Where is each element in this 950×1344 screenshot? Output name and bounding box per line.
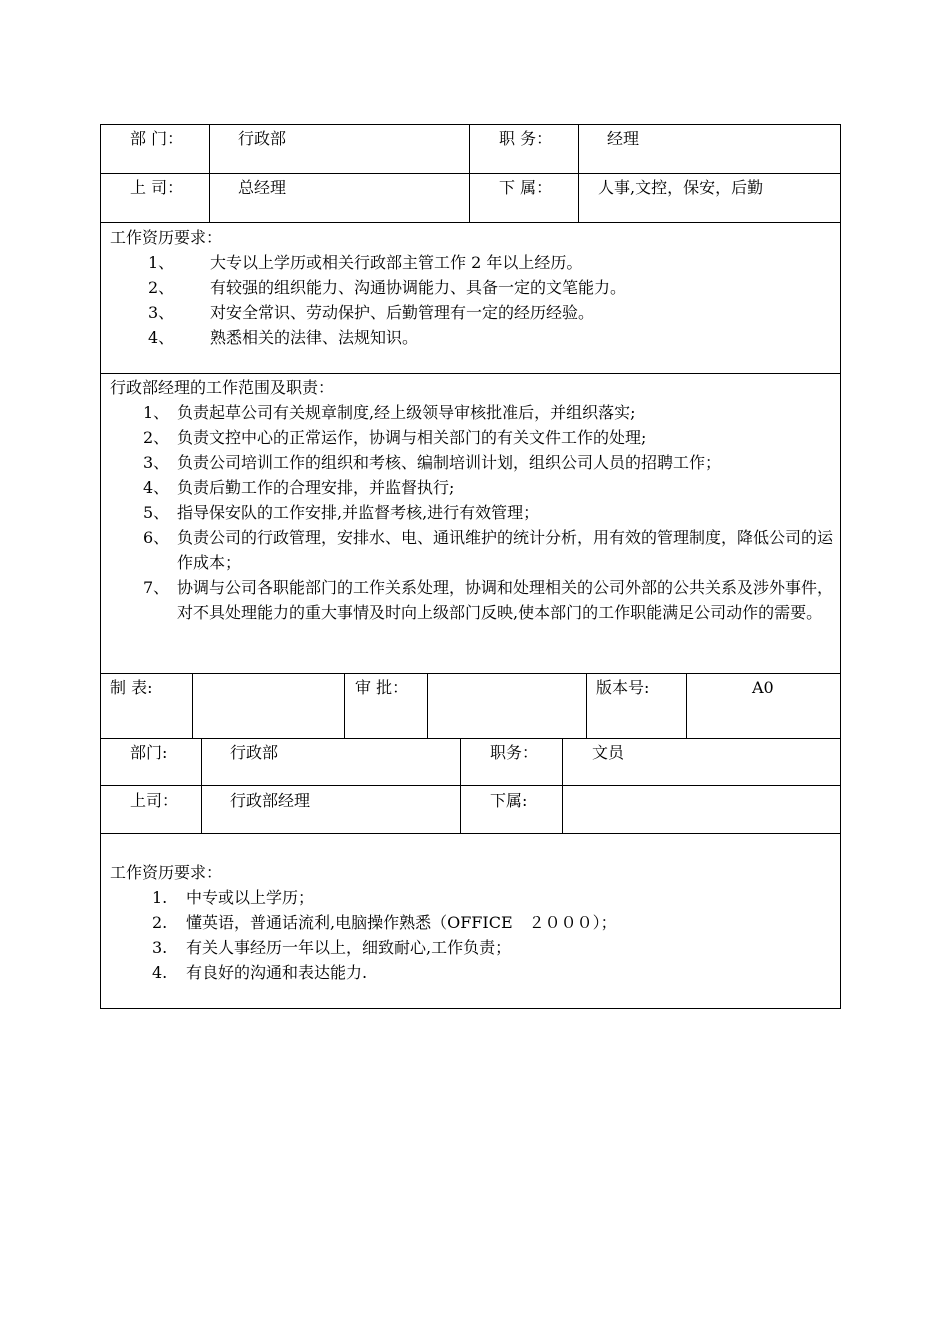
item-number: 1、 bbox=[143, 403, 170, 422]
item-text: 懂英语，普通话流利,电脑操作熟悉（OFFICE ２０００）； bbox=[186, 913, 617, 932]
row-divider bbox=[100, 173, 841, 174]
item-text: 负责公司培训工作的组织和考核、编制培训计划，组织公司人员的招聘工作； bbox=[177, 453, 722, 472]
col-divider bbox=[209, 124, 210, 223]
col-divider bbox=[578, 124, 579, 223]
item-text: 有良好的沟通和表达能力. bbox=[186, 963, 368, 982]
list-item bbox=[152, 960, 832, 985]
col-divider bbox=[344, 673, 345, 738]
subordinate-value: 人事,文控，保安，后勤 bbox=[598, 178, 764, 197]
superior-value: 行政部经理 bbox=[230, 791, 311, 810]
duties-title: 行政部经理的工作范围及职责： bbox=[110, 378, 335, 397]
col-divider bbox=[586, 673, 587, 738]
row-divider bbox=[100, 738, 841, 739]
item-number: 2. bbox=[152, 913, 168, 932]
item-number: 1. bbox=[152, 888, 168, 907]
list-item bbox=[148, 250, 828, 275]
superior-label: 上司： bbox=[130, 791, 179, 810]
item-number: 1、 bbox=[148, 253, 175, 272]
list-item bbox=[152, 935, 832, 960]
list-item bbox=[143, 575, 833, 625]
position-value: 经理 bbox=[607, 129, 640, 148]
dept-label: 部门: bbox=[130, 743, 168, 762]
col-divider bbox=[192, 673, 193, 738]
superior-value: 总经理 bbox=[238, 178, 287, 197]
item-number: 3、 bbox=[143, 453, 170, 472]
list-item bbox=[148, 275, 828, 300]
item-text: 负责文控中心的正常运作，协调与相关部门的有关文件工作的处理; bbox=[177, 428, 647, 447]
item-number: 5、 bbox=[143, 503, 170, 522]
approve-label: 审 批： bbox=[355, 678, 409, 697]
made-by-label: 制 表: bbox=[110, 678, 153, 697]
list-item bbox=[148, 325, 828, 350]
requirements-title: 工作资历要求： bbox=[110, 863, 223, 882]
row-divider bbox=[100, 673, 841, 674]
list-item bbox=[143, 525, 833, 575]
item-text: 负责后勤工作的合理安排，并监督执行; bbox=[177, 478, 455, 497]
item-text: 有关人事经历一年以上，细致耐心,工作负责； bbox=[186, 938, 512, 957]
table-bottom-border bbox=[100, 1008, 841, 1009]
requirements-list bbox=[148, 250, 828, 350]
col-divider bbox=[427, 673, 428, 738]
item-text: 大专以上学历或相关行政部主管工作 2 年以上经历。 bbox=[210, 253, 583, 272]
position-label: 职务： bbox=[490, 743, 539, 762]
item-number: 3、 bbox=[148, 303, 175, 322]
item-text: 中专或以上学历； bbox=[186, 888, 315, 907]
item-number: 2、 bbox=[148, 278, 175, 297]
item-text: 有较强的组织能力、沟通协调能力、具备一定的文笔能力。 bbox=[210, 278, 627, 297]
row-divider bbox=[100, 785, 841, 786]
item-text: 对安全常识、劳动保护、后勤管理有一定的经历经验。 bbox=[210, 303, 595, 322]
row-divider bbox=[100, 373, 841, 374]
list-item bbox=[143, 475, 833, 500]
item-number: 2、 bbox=[143, 428, 170, 447]
col-divider bbox=[686, 673, 687, 738]
list-item bbox=[143, 500, 833, 525]
row-divider bbox=[100, 833, 841, 834]
list-item bbox=[143, 400, 833, 425]
dept-value: 行政部 bbox=[238, 129, 287, 148]
item-number: 4、 bbox=[143, 478, 170, 497]
subordinate-label: 下属: bbox=[490, 791, 528, 810]
col-divider bbox=[469, 124, 470, 223]
dept-value: 行政部 bbox=[230, 743, 279, 762]
item-number: 3. bbox=[152, 938, 168, 957]
list-item bbox=[148, 300, 828, 325]
list-item bbox=[152, 910, 832, 935]
item-text: 指导保安队的工作安排,并监督考核,进行有效管理； bbox=[177, 503, 540, 522]
col-divider bbox=[562, 738, 563, 833]
col-divider bbox=[201, 738, 202, 833]
version-value: A0 bbox=[752, 678, 774, 697]
item-text: 负责公司的行政管理，安排水、电、通讯维护的统计分析，用有效的管理制度，降低公司的运作成本； bbox=[177, 528, 834, 572]
requirements-title: 工作资历要求： bbox=[110, 228, 223, 247]
version-label: 版本号: bbox=[596, 678, 650, 697]
item-text: 负责起草公司有关规章制度,经上级领导审核批准后，并组织落实; bbox=[177, 403, 636, 422]
item-number: 6、 bbox=[143, 528, 170, 547]
item-number: 4、 bbox=[148, 328, 175, 347]
dept-label: 部 门： bbox=[130, 129, 184, 148]
list-item bbox=[143, 450, 833, 475]
duties-list bbox=[143, 400, 833, 625]
subordinate-label: 下 属： bbox=[499, 178, 553, 197]
col-divider bbox=[460, 738, 461, 833]
table-left-border bbox=[100, 124, 101, 1009]
item-text: 熟悉相关的法律、法规知识。 bbox=[210, 328, 419, 347]
position-label: 职 务： bbox=[499, 129, 553, 148]
superior-label: 上 司： bbox=[130, 178, 184, 197]
table-right-border bbox=[840, 124, 841, 1009]
item-text: 协调与公司各职能部门的工作关系处理，协调和处理相关的公司外部的公共关系及涉外事件，对不具处理能力的重大事情及时向上级部门反映,使本部门的工作职能满足公司动作的需要。 bbox=[177, 578, 834, 622]
item-number: 4. bbox=[152, 963, 168, 982]
row-divider bbox=[100, 222, 841, 223]
requirements-list bbox=[152, 885, 832, 985]
list-item bbox=[143, 425, 833, 450]
position-value: 文员 bbox=[592, 743, 625, 762]
item-number: 7、 bbox=[143, 578, 170, 597]
list-item bbox=[152, 885, 832, 910]
table-top-border bbox=[100, 124, 841, 125]
